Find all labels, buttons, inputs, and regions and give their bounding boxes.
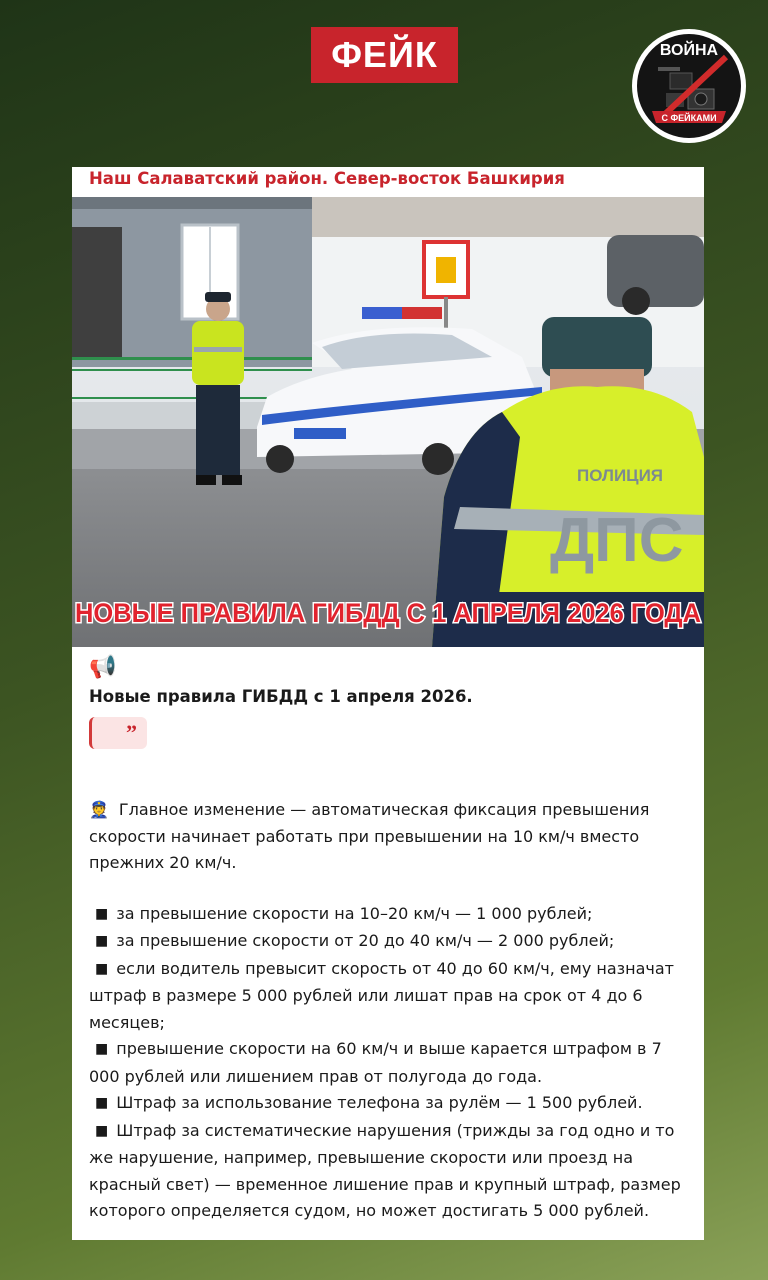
bullet-item: ■ Штраф за систематические нарушения (трижды за год одно и то же нарушение, например, превышение скорости или проезд на красный свет) — временное лишение прав и крупный штраф, размер которого определяется судом, но может достигать 5 000 рублей. [89, 1118, 694, 1225]
intro-paragraph [89, 797, 694, 877]
post-card [72, 167, 704, 1240]
vest-police-text: ПОЛИЦИЯ [577, 466, 664, 485]
police-officer-icon: 👮 [89, 800, 109, 819]
megaphone-icon: 📢 [89, 655, 117, 680]
fake-badge [311, 27, 458, 83]
vest-dps-text: ДПС [550, 506, 684, 575]
bullet-item: ■ за превышение скорости от 20 до 40 км/ч — 2 000 рублей; [89, 928, 694, 956]
bullet-item: ■ если водитель превысит скорость от 40 до 60 км/ч, ему назначат штраф в размере 5 000 рублей или лишат прав на срок от 4 до 6 месяцев; [89, 956, 694, 1037]
post-text [89, 655, 694, 1225]
bullet-item: ■ превышение скорости на 60 км/ч и выше карается штрафом в 7 000 рублей или лишением прав от полугода до года. [89, 1036, 694, 1090]
channel-name: Наш Салаватский район. Север-восток Башкирия [89, 169, 565, 188]
fake-badge-label: ФЕЙК [331, 34, 438, 75]
post-title: Новые правила ГИБДД с 1 апреля 2026. [89, 687, 473, 706]
quote-icon: ” [126, 720, 137, 745]
war-on-fakes-logo [630, 27, 748, 145]
intro-text: Главное изменение — автоматическая фиксация превышения скорости начинает работать при превышении на 10 км/ч вместо прежних 20 км/ч. [89, 800, 650, 872]
image-banner-text: НОВЫЕ ПРАВИЛА ГИБДД С 1 АПРЕЛЯ 2026 ГОДА [75, 598, 701, 628]
bullet-item: ■ Штраф за использование телефона за рулём — 1 500 рублей. [89, 1090, 694, 1118]
post-image[interactable] [72, 197, 704, 647]
bullet-item: ■ за превышение скорости на 10–20 км/ч — 1 000 рублей; [89, 901, 694, 929]
quote-button[interactable] [89, 717, 147, 749]
logo-bottom-text: С ФЕЙКАМИ [661, 113, 717, 123]
logo-top-text: ВОЙНА [659, 42, 719, 59]
